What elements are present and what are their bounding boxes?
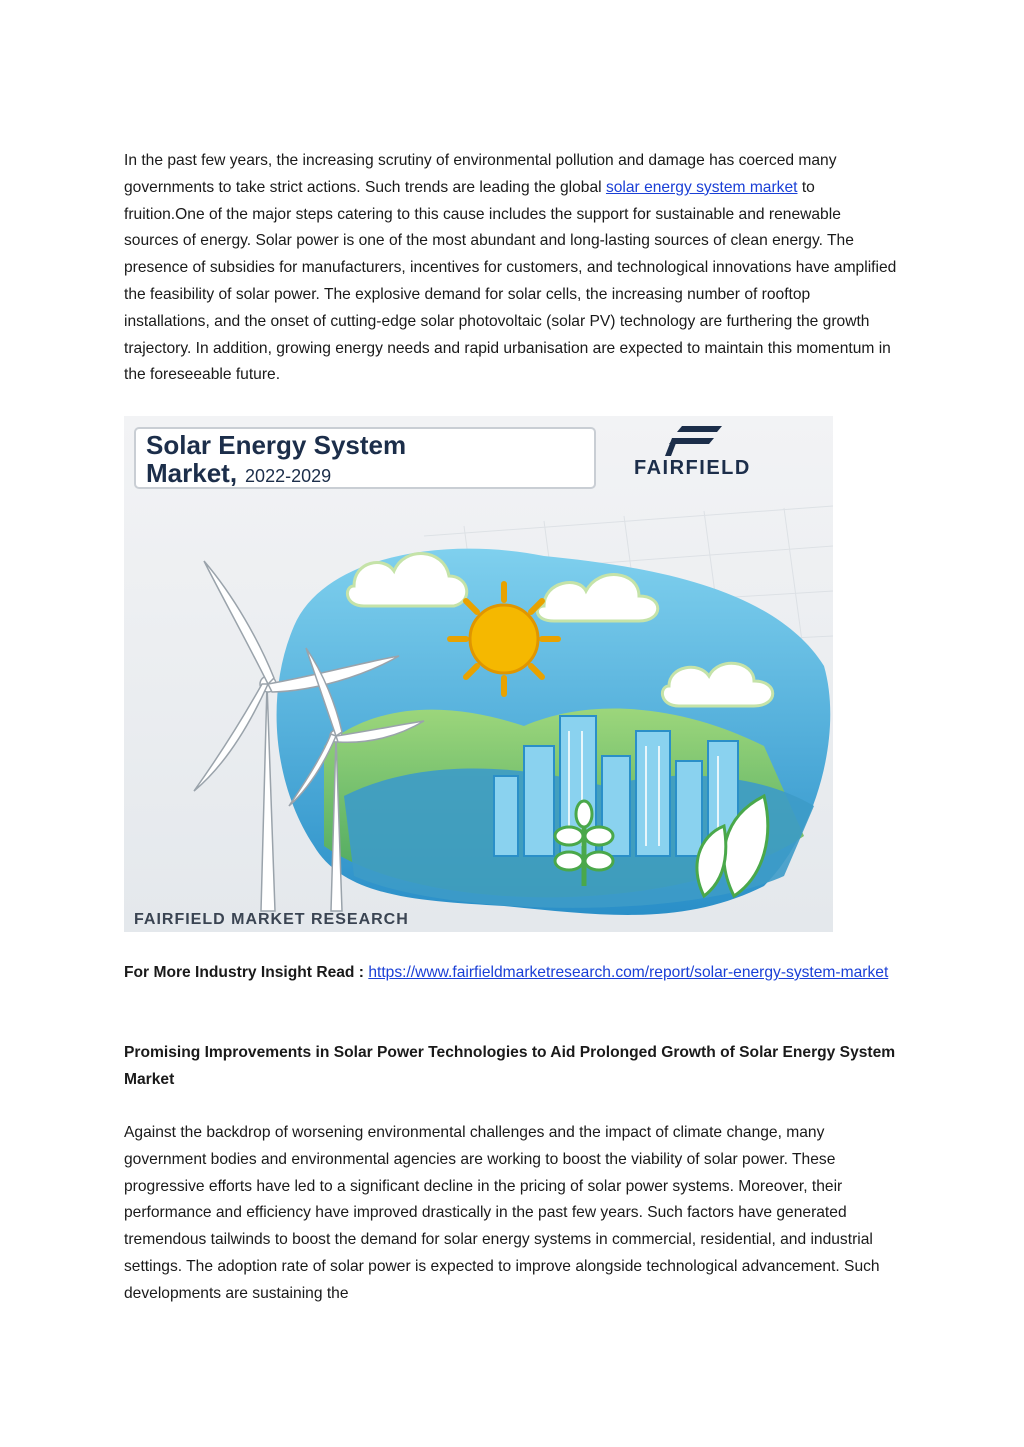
sun-icon bbox=[450, 584, 558, 694]
market-banner-image bbox=[124, 416, 833, 932]
insight-label: For More Industry Insight Read : bbox=[124, 964, 369, 981]
banner-title-line1: Solar Energy System bbox=[146, 430, 407, 460]
banner-years: 2022-2029 bbox=[245, 466, 332, 486]
industry-insight-line bbox=[124, 960, 899, 987]
section-heading: Promising Improvements in Solar Power Technologies to Aid Prolonged Growth of Solar Energy System Market bbox=[124, 1044, 896, 1088]
banner-logo-text: FAIRFIELD bbox=[634, 457, 751, 479]
intro-paragraph bbox=[124, 148, 899, 389]
solar-energy-system-market-link[interactable]: solar energy system market bbox=[605, 178, 798, 196]
body-paragraph: Against the backdrop of worsening environmental challenges and the impact of climate change, many government bodies and environmental agencies are working to boost the viability of solar power. These progressive efforts have led to a significant decline in the pricing of solar power systems. Moreover, their performance and efficiency have improved drastically in the past few years. Such factors have generated tremendous tailwinds to boost the demand for solar energy systems in commercial, residential, and industrial settings. The adoption rate of solar power is expected to improve alongside technological advancement. Such developments are sustaining the bbox=[124, 1124, 880, 1302]
intro-text-after-link: to fruition.One of the major steps catering to this cause includes the support for sustainable and renewable sources of energy. Solar power is one of the most abundant and long-lasting sources of clean energy. The presence of subsidies for manufacturers, incentives for customers, and technological innovations have amplified the feasibility of solar power. The explosive demand for solar cells, the increasing number of rooftop installations, and the onset of cutting-edge solar photovoltaic (solar PV) technology are furthering the growth trajectory. In addition, growing energy needs and rapid urbanisation are expected to maintain this momentum in the foreseeable future. bbox=[124, 178, 897, 384]
intro-text-before-link: In the past few years, the increasing scrutiny of environmental pollution and damage has coerced many governments to take strict actions. Such trends are leading the global bbox=[124, 152, 837, 196]
report-url-link[interactable]: https://www.fairfieldmarketresearch.com/report/solar-energy-system-market bbox=[368, 964, 889, 981]
banner-title-line2: Market, bbox=[146, 458, 238, 488]
banner-footer-text: FAIRFIELD MARKET RESEARCH bbox=[134, 911, 409, 928]
